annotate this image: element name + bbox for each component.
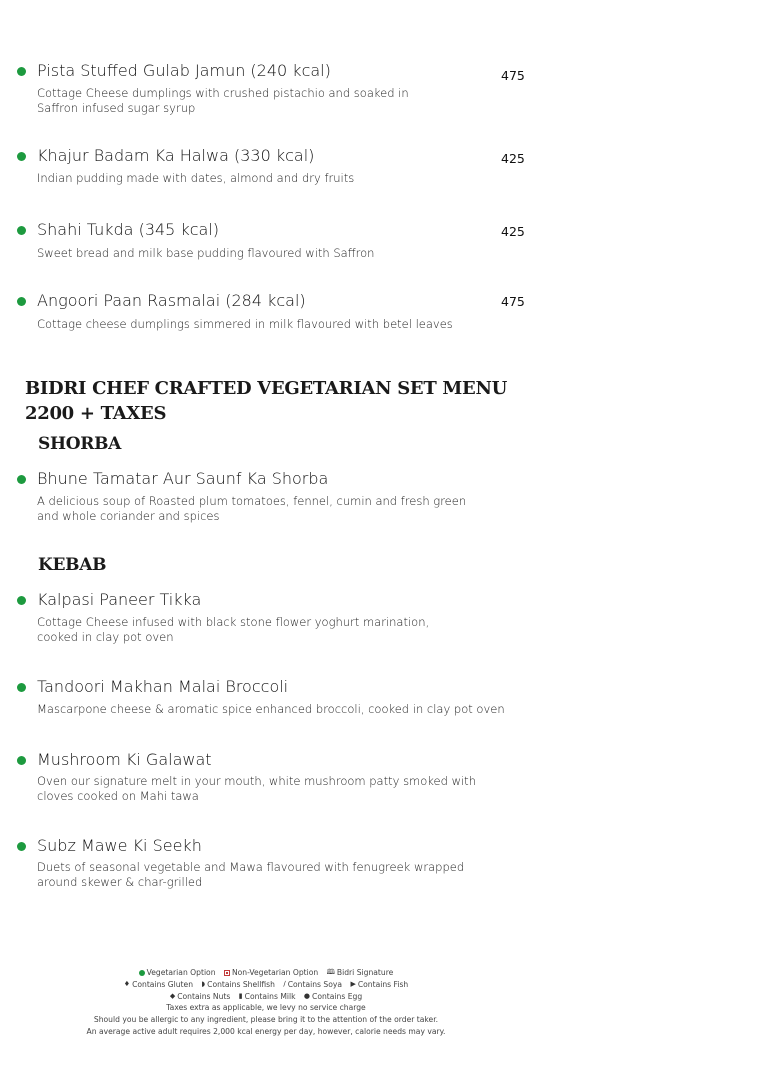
legend-gluten: Contains Gluten: [132, 979, 194, 989]
veg-indicator-icon: [17, 226, 26, 235]
set-menu-title: BIDRI CHEF CRAFTED VEGETARIAN SET MENU: [25, 378, 508, 399]
legend-nuts: Contains Nuts: [177, 991, 231, 1001]
veg-icon: [139, 970, 145, 976]
legend-note-allergy: Should you be allergic to any ingredient, please bring it to the attention of the order taker.: [93, 1014, 439, 1024]
legend-row: [0, 991, 532, 1003]
legend-milk: Contains Milk: [244, 991, 296, 1001]
item-price: 425: [501, 224, 525, 239]
legend-note-taxes: Taxes extra as applicable, we levy no service charge: [166, 1003, 366, 1013]
item-description: Indian pudding made with dates, almond and dry fruits: [37, 171, 355, 185]
veg-indicator-icon: [17, 297, 26, 306]
veg-indicator-icon: [17, 842, 26, 851]
veg-indicator-icon: [17, 67, 26, 76]
section-heading-shorba: SHORBA: [38, 434, 122, 454]
milk-icon: ▮: [238, 991, 243, 1000]
item-description: Cottage Cheese infused with black stone flower yoghurt marination, cooked in clay pot oven: [37, 615, 430, 644]
item-description: Cottage Cheese dumplings with crushed pistachio and soaked in Saffron infused sugar syrup: [37, 86, 409, 115]
legend-egg: Contains Egg: [312, 991, 363, 1001]
item-description: A delicious soup of Roasted plum tomatoes, fennel, cumin and fresh green and whole coriander and spices: [37, 494, 467, 523]
legend-note-calories: An average active adult requires 2,000 kcal energy per day, however, calorie needs may vary.: [86, 1026, 446, 1036]
set-menu-price: 2200 + TAXES: [25, 403, 167, 424]
legend-nonveg: Non-Vegetarian Option: [231, 968, 319, 977]
legend-shellfish: Contains Shellfish: [207, 979, 275, 989]
bidri-signature-icon: 🕮: [326, 968, 335, 977]
legend-row: [0, 967, 532, 979]
legend-soya: Contains Soya: [287, 979, 343, 989]
veg-indicator-icon: [17, 596, 26, 605]
item-price: 425: [501, 151, 525, 166]
item-name: Shahi Tukda (345 kcal): [37, 220, 219, 239]
legend-fish: Contains Fish: [357, 979, 409, 989]
soya-icon: ∕: [283, 980, 286, 988]
veg-indicator-icon: [17, 683, 26, 692]
legend-veg: Vegetarian Option: [146, 968, 216, 977]
item-name: Subz Mawe Ki Seekh: [37, 836, 202, 855]
section-heading-kebab: KEBAB: [38, 555, 107, 575]
item-name: Kalpasi Paneer Tikka: [37, 590, 202, 609]
fish-icon: ▶: [350, 980, 356, 988]
item-name: Tandoori Makhan Malai Broccoli: [37, 677, 289, 696]
item-price: 475: [501, 68, 525, 83]
item-name: Mushroom Ki Galawat: [37, 750, 212, 769]
item-name: Pista Stuffed Gulab Jamun (240 kcal): [37, 61, 331, 80]
shellfish-icon: ◗: [201, 980, 206, 988]
item-description: Duets of seasonal vegetable and Mawa flavoured with fenugreek wrapped around skewer & char-grilled: [37, 860, 465, 889]
item-description: Sweet bread and milk base pudding flavoured with Saffron: [37, 246, 375, 260]
item-description: Cottage cheese dumplings simmered in milk flavoured with betel leaves: [37, 317, 453, 331]
legend-signature: Bidri Signature: [336, 968, 394, 977]
veg-indicator-icon: [17, 756, 26, 765]
item-name: Bhune Tamatar Aur Saunf Ka Shorba: [37, 469, 329, 488]
legend-row: [0, 979, 532, 991]
veg-indicator-icon: [17, 475, 26, 484]
nonveg-icon: [224, 970, 230, 976]
veg-indicator-icon: [17, 152, 26, 161]
item-description: Oven our signature melt in your mouth, white mushroom patty smoked with cloves cooked on Mahi tawa: [37, 774, 476, 803]
nuts-icon: ◆: [169, 991, 176, 1000]
item-price: 475: [501, 294, 525, 309]
wheat-icon: ♦: [123, 980, 131, 988]
item-name: Khajur Badam Ka Halwa (330 kcal): [37, 146, 315, 165]
item-description: Mascarpone cheese & aromatic spice enhanced broccoli, cooked in clay pot oven: [37, 702, 505, 716]
menu-legend: [0, 967, 532, 1037]
item-name: Angoori Paan Rasmalai (284 kcal): [37, 291, 306, 310]
egg-icon: ●: [303, 991, 311, 1000]
